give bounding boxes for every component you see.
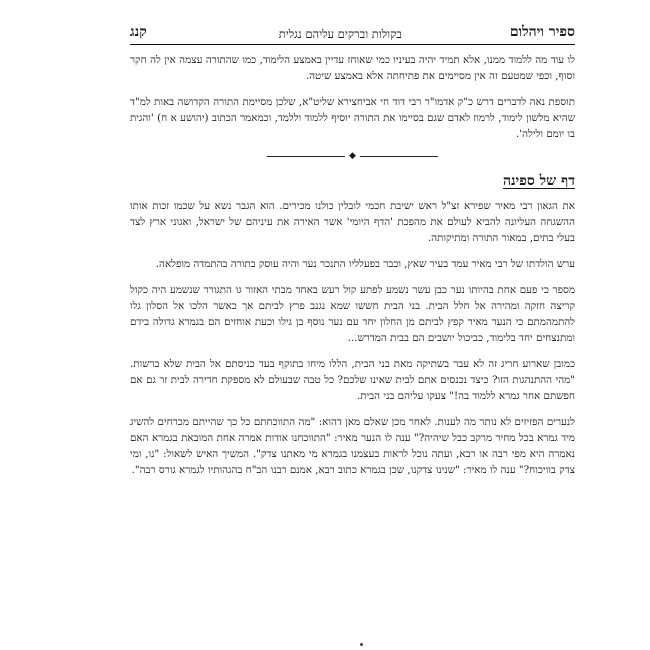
- intro-paragraph-2: תוספת נאה לדברים דרש כ"ק אדמו"ר רבי דוד חי אביחצירא שליט"א, שלכן מסיימת התורה הקדושה באות למ"ד שהיא מלשון לימוד, לרמוז לאדם שגם בסיימו את התורה יוסיף ללמוד וללמד, וכמאמר הכתוב (יהושע א ח) 'והגית בו יומם ולילה'.: [130, 96, 575, 140]
- divider-line: [360, 156, 438, 157]
- section-paragraph-1: את הגאון רבי מאיר שפירא זצ"ל ראש ישיבת חכמי לובלין כולנו מכירים. הוא הגבר נשא על שכמו זכות אותו ההשגחה העליונה להביא לעולם את מהפכת 'הדף היומי' אשר האירה את עיניהם של ישראל, ואגוני ארץ לצד בעלי בתים, במאור התורה ומתיקותה.: [130, 200, 575, 244]
- page-body: [130, 52, 575, 488]
- page-header: [130, 10, 575, 45]
- footer-dot: [360, 643, 363, 646]
- intro-paragraph-1: לו עוד מה ללמוד ממנו, אלא תמיד יהיה בעיניו כמי שאוחז עדיין באמצע הלימוד, כמו שהתורה עצמה אין לה חקר וסוף, וכפי שמטעם זה אין מסיימים את פתיחתה אלא באמצע שיטה.: [130, 54, 575, 82]
- section-paragraph-2: ערש הולדתו של רבי מאיר עמד בעיר שאץ, וכבר בפעלליו התנכר נער והיה עוסק בתורה בהתמדה מופלאה.: [155, 258, 575, 270]
- diamond-ornament-icon: ◆: [349, 151, 356, 161]
- section-title: דף של ספינה: [502, 173, 575, 189]
- running-title: בקולות וברקים עליהם נגלית: [278, 27, 402, 41]
- section-divider: [130, 152, 575, 161]
- section-paragraph-3: מספר כי פעם אחת בהיותו נער כבן עשר נשמע לפתע קול רעש באחד מבתי האזור גו התגורר שנשמע היה כקול קריצה חזקה ומהירה אל חלל הבית. בני הבית חששו שמא נגנב פרץ לביתם אך כאשר הלכו אל הסלון גלו להתמהמתם כי הנער מאיר קפץ לביתם מן החלון יחד עם נער נוסף בן גילו וכעת אוחזים הם בגמרא גדולה בידם ומתנצחים יחד בלימוד, כביכול יושבים הם בבית המדרש...: [130, 284, 575, 344]
- section-paragraph-5: לנערים הפזיזים לא נותר מה לענות. לאחר מכן שאלם מאן דהוא: "מה התווכחתם כל כך שהייתם מכרחים להשיג מיד גמרא בכל מחיר מרקב כבל שיהיה?" ענה לו הנער מאיר: "התווכחנו אודות אמרה אחת המובאת בגמרא האם נאמרה היא מפי רבה או רבא, ועתה נוכל לראות בעצמנו בגמרא מי מאתנו צדק". המשיך האיש לשאול: "נו, ומי צדק בוויכוח?" ענה לו מאיר: "שנינו צדקנו, שכן בגמרא כתוב רבא, אמנם רבנו הב"ח בהגהותיו לגמרא גורס רבה".: [130, 416, 576, 476]
- page-number: קנג: [130, 24, 147, 40]
- section-paragraph-4: כמובן שארוע חריג זה לא עבר בשתיקה מאת בני הבית, הללו מיחו בתוקף בעד כניסתם אל הבית שלא ברשות. "מהי ההתנהגות הזו? כיצד נכנסים אתם לבית שאינו שלכם? כל טבה שבעולם לא מספקת חדירה לבית זר גם אם חפשתם אחר גמרא ללמוד בה!" צעקו עליהם בני הבית.: [130, 358, 575, 402]
- book-title: ספיר ויהלום: [509, 24, 575, 40]
- divider-line: [267, 156, 345, 157]
